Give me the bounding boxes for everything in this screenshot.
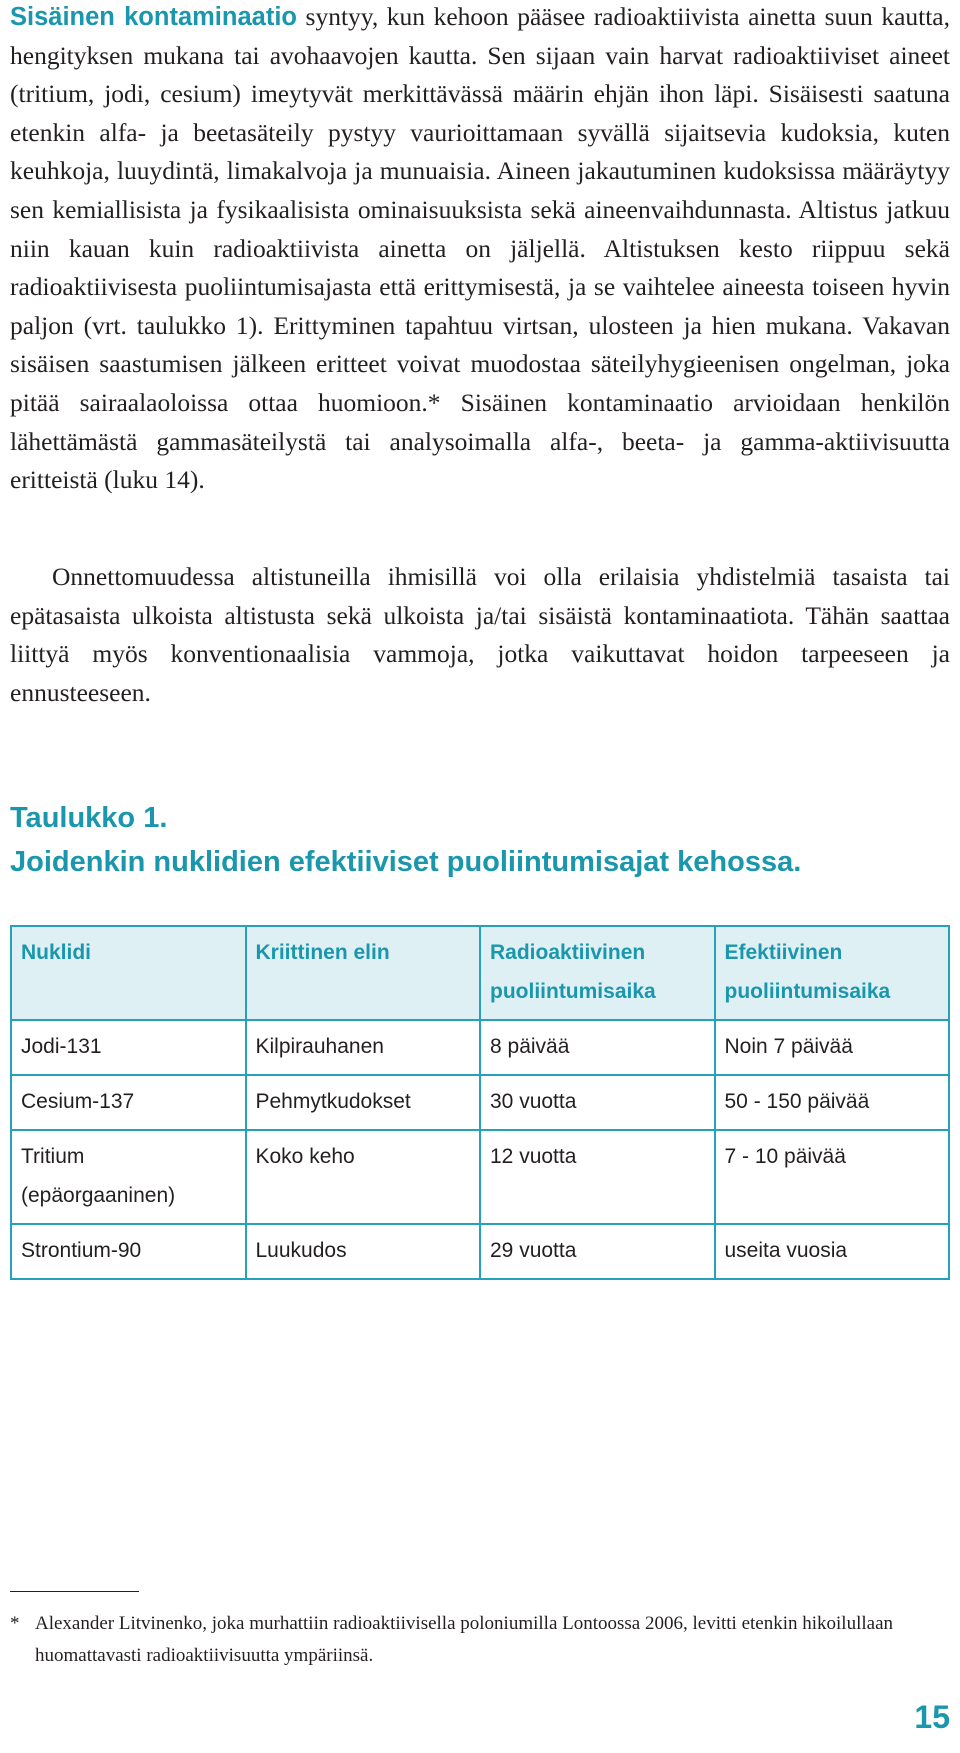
cell-nuclide: Cesium-137 — [11, 1075, 246, 1130]
header-nuclide: Nuklidi — [11, 926, 246, 1020]
footnote-text: Alexander Litvinenko, joka murhattiin radioaktiivisella poloniumilla Lontoossa 2006, levitti etenkin hikoilullaan huomattavasti radioaktiivisuutta ympäriinsä. — [35, 1613, 893, 1666]
body-paragraph-1 — [10, 0, 950, 500]
cell-effective-half-life: 50 - 150 päivää — [715, 1075, 950, 1130]
cell-nuclide: Jodi-131 — [11, 1020, 246, 1075]
footnote-divider — [10, 1591, 139, 1592]
table-header-row — [11, 926, 949, 1020]
table-row — [11, 1130, 949, 1224]
cell-radioactive-half-life: 30 vuotta — [480, 1075, 715, 1130]
cell-effective-half-life: 7 - 10 päivää — [715, 1130, 950, 1224]
page-number: 15 — [914, 1699, 950, 1735]
header-effective-half-life: Efektiivinen puoliintumisaika — [715, 926, 950, 1020]
cell-effective-half-life: Noin 7 päivää — [715, 1020, 950, 1075]
paragraph-1-text: syntyy, kun kehoon pääsee radioaktiivista ainetta suun kautta, hengityksen mukana tai avohaavojen kautta. Sen sijaan vain harvat radioaktiiviset aineet (tritium, jodi, cesium) imeytyvät merkittävässä määrin ehjän ihon läpi. Sisäisesti saatuna etenkin alfa- ja beetasäteily pystyy vaurioittamaan syvällä sijaitsevia kudoksia, kuten keuhkoja, luuydintä, limakalvoja ja munuaisia. Aineen jakautuminen kudoksissa määräytyy sen kemiallisista ja fysikaalisista ominaisuuksista sekä aineenvaihdunnasta. Altistus jatkuu niin kauan kuin radioaktiivista ainetta on jäljellä. Altistuksen kesto riippuu sekä radioaktiivisesta puoliintumisajasta että erittymisestä, ja se vaihtelee aineesta toiseen hyvin paljon (vrt. taulukko 1). Erittyminen tapahtuu virtsan, ulosteen ja hien mukana. Vakavan sisäisen saastumisen jälkeen eritteet voivat muodostaa säteilyhygieenisen ongelman, joka pitää sairaalaoloissa ottaa huomioon.* Sisäinen kontaminaatio arvioidaan henkilön lähettämästä gammasäteilystä tai analysoimalla alfa-, beeta- ja gamma-aktiivisuutta eritteistä (luku 14). — [10, 2, 951, 495]
cell-effective-half-life: useita vuosia — [715, 1224, 950, 1279]
cell-organ: Koko keho — [246, 1130, 481, 1224]
cell-radioactive-half-life: 8 päivää — [480, 1020, 715, 1075]
cell-nuclide: Strontium-90 — [11, 1224, 246, 1279]
cell-radioactive-half-life: 29 vuotta — [480, 1224, 715, 1279]
table-caption: Joidenkin nuklidien efektiiviset puoliintumisajat kehossa. — [10, 846, 802, 878]
cell-organ: Luukudos — [246, 1224, 481, 1279]
cell-nuclide: Tritium (epäorgaaninen) — [11, 1130, 246, 1224]
footnote-mark: * — [10, 1613, 20, 1634]
half-life-table — [10, 925, 950, 1280]
cell-organ: Kilpirauhanen — [246, 1020, 481, 1075]
lead-term: Sisäinen kontaminaatio — [10, 3, 297, 31]
table-row — [11, 1224, 949, 1279]
cell-radioactive-half-life: 12 vuotta — [480, 1130, 715, 1224]
header-critical-organ: Kriittinen elin — [246, 926, 481, 1020]
cell-organ: Pehmytkudokset — [246, 1075, 481, 1130]
table-row — [11, 1075, 949, 1130]
table-label: Taulukko 1. — [10, 802, 168, 834]
header-radioactive-half-life: Radioaktiivinen puoliintumisaika — [480, 926, 715, 1020]
table-row — [11, 1020, 949, 1075]
body-paragraph-2: Onnettomuudessa altistuneilla ihmisillä voi olla erilaisia yhdistelmiä tasaista tai epätasaista ulkoista altistusta sekä ulkoista ja/tai sisäistä kontaminaatiota. Tähän saattaa liittyä myös konventionaalisia vammoja, jotka vaikuttavat hoidon tarpeeseen ja ennusteeseen. — [10, 562, 950, 707]
